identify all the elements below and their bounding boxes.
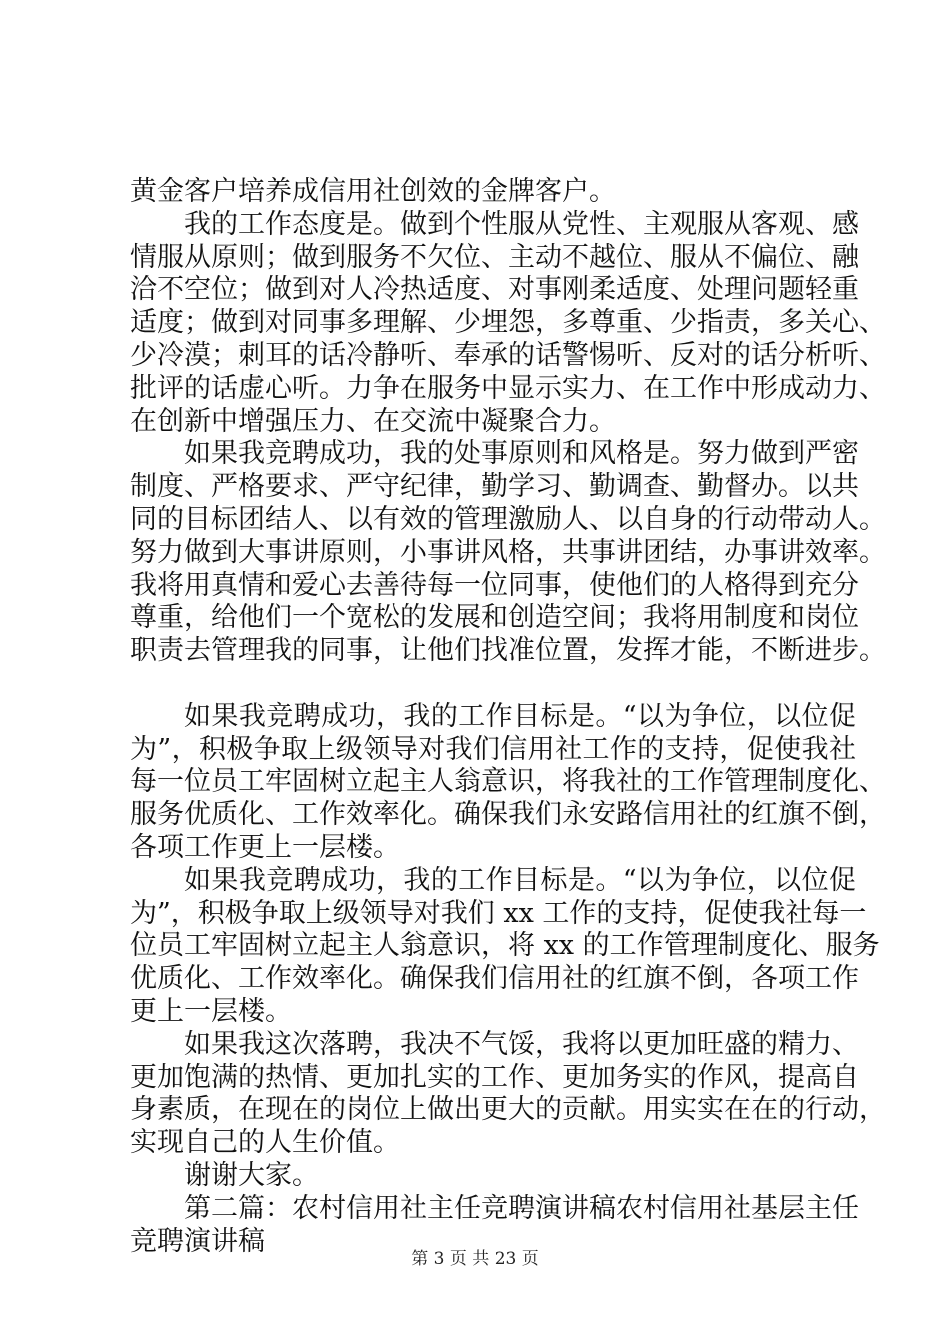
text-line: 第二篇：农村信用社主任竞聘演讲稿农村信用社基层主任 <box>184 1192 859 1224</box>
text-line: 每一位员工牢固树立起主人翁意识，将我社的工作管理制度化、 <box>130 766 886 798</box>
text-line: 职责去管理我的同事，让他们找准位置，发挥才能，不断进步。 <box>130 635 886 667</box>
text-line: 位员工牢固树立起主人翁意识，将 xx 的工作管理制度化、服务 <box>130 930 880 962</box>
text-line: 我将用真情和爱心去善待每一位同事，使他们的人格得到充分 <box>130 569 859 601</box>
text-line: 批评的话虚心听。力争在服务中显示实力、在工作中形成动力、 <box>130 372 886 404</box>
text-line: 服务优质化、工作效率化。确保我们永安路信用社的红旗不倒， <box>130 799 886 831</box>
text-line: 我的工作态度是。做到个性服从党性、主观服从客观、感 <box>184 208 859 240</box>
text-line: 各项工作更上一层楼。 <box>130 831 400 863</box>
text-line: 如果我竞聘成功，我的工作目标是。“以为争位，以位促 <box>184 700 856 732</box>
text-line: 尊重，给他们一个宽松的发展和创造空间；我将用制度和岗位 <box>130 602 859 634</box>
text-line: 适度；做到对同事多理解、少埋怨，多尊重、少指责，多关心、 <box>130 307 886 339</box>
text-line: 黄金客户培养成信用社创效的金牌客户。 <box>130 176 616 207</box>
text-line: 努力做到大事讲原则，小事讲风格，共事讲团结，办事讲效率。 <box>130 536 886 568</box>
text-line: 为”，积极争取上级领导对我们 xx 工作的支持，促使我社每一 <box>130 897 867 929</box>
text-line: 更上一层楼。 <box>130 995 292 1027</box>
text-line: 少冷漠；刺耳的话冷静听、奉承的话警惕听、反对的话分析听、 <box>130 339 886 371</box>
text-line: 谢谢大家。 <box>184 1159 319 1191</box>
page-number-footer: 第 3 页 共 23 页 <box>411 1249 539 1269</box>
text-line: 身素质，在现在的岗位上做出更大的贡献。用实实在在的行动， <box>130 1094 886 1126</box>
text-line: 制度、严格要求、严守纪律，勤学习、勤调查、勤督办。以共 <box>130 471 859 503</box>
text-line: 实现自己的人生价值。 <box>130 1127 400 1159</box>
text-line: 情服从原则；做到服务不欠位、主动不越位、服从不偏位、融 <box>130 241 859 273</box>
text-line: 更加饱满的热情、更加扎实的工作、更加务实的作风，提高自 <box>130 1061 859 1093</box>
text-line: 同的目标团结人、以有效的管理激励人、以自身的行动带动人。 <box>130 503 886 535</box>
text-line: 为”，积极争取上级领导对我们信用社工作的支持，促使我社 <box>130 733 856 765</box>
paragraph-gap <box>130 668 856 701</box>
text-line: 如果我竞聘成功，我的工作目标是。“以为争位，以位促 <box>184 864 856 896</box>
text-line: 优质化、工作效率化。确保我们信用社的红旗不倒，各项工作 <box>130 963 859 995</box>
text-line: 如果我这次落聘，我决不气馁，我将以更加旺盛的精力、 <box>184 1028 859 1060</box>
text-line: 在创新中增强压力、在交流中凝聚合力。 <box>130 405 616 437</box>
text-line: 洽不空位；做到对人冷热适度、对事刚柔适度、处理问题轻重 <box>130 274 859 306</box>
text-line: 如果我竞聘成功，我的处事原则和风格是。努力做到严密 <box>184 438 859 470</box>
document-body <box>130 176 886 1258</box>
text-line: 竞聘演讲稿 <box>130 1225 265 1257</box>
